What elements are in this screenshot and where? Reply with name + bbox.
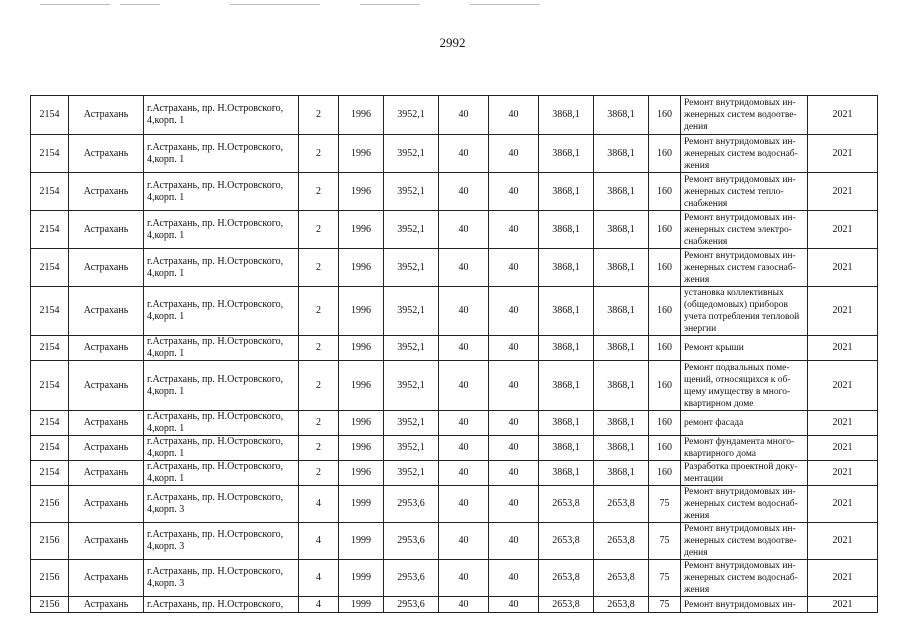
cell-area-3: 3868,1 — [594, 411, 649, 436]
cell-year: 1996 — [339, 461, 384, 486]
cell-area-3: 2653,8 — [594, 486, 649, 523]
cell-floors: 2 — [299, 173, 339, 211]
cell-work-type: Ремонт внутридомовых ин-женерных систем водоотве-дения — [681, 523, 808, 560]
cell-floors: 2 — [299, 135, 339, 173]
table-row — [31, 436, 878, 461]
cell-residents: 160 — [649, 436, 681, 461]
cell-id: 2154 — [31, 436, 69, 461]
cell-residents: 160 — [649, 287, 681, 336]
cell-city: Астрахань — [69, 486, 144, 523]
cell-year: 1996 — [339, 411, 384, 436]
cell-id: 2154 — [31, 173, 69, 211]
cell-area-total: 2953,6 — [384, 523, 439, 560]
cell-residents: 160 — [649, 249, 681, 287]
cell-address: г.Астрахань, пр. Н.Островского, 4,корп. 1 — [144, 249, 299, 287]
cell-area-3: 3868,1 — [594, 173, 649, 211]
cell-plan-year: 2021 — [808, 560, 878, 597]
cell-id: 2154 — [31, 461, 69, 486]
cell-value-5: 40 — [439, 211, 489, 249]
cell-address: г.Астрахань, пр. Н.Островского, 4,корп. 1 — [144, 173, 299, 211]
cell-year: 1996 — [339, 287, 384, 336]
cell-floors: 2 — [299, 249, 339, 287]
cell-city: Астрахань — [69, 461, 144, 486]
cell-address: г.Астрахань, пр. Н.Островского, 4,корп. 1 — [144, 436, 299, 461]
cell-value-5: 40 — [439, 173, 489, 211]
cell-plan-year: 2021 — [808, 249, 878, 287]
cell-floors: 2 — [299, 361, 339, 411]
cell-area-2: 2653,8 — [539, 486, 594, 523]
cell-id: 2154 — [31, 336, 69, 361]
cell-area-3: 2653,8 — [594, 523, 649, 560]
cell-value-6: 40 — [489, 560, 539, 597]
cell-area-total: 2953,6 — [384, 560, 439, 597]
cell-value-6: 40 — [489, 411, 539, 436]
table-row — [31, 249, 878, 287]
cell-area-2: 2653,8 — [539, 597, 594, 613]
cell-city: Астрахань — [69, 411, 144, 436]
cell-area-2: 3868,1 — [539, 287, 594, 336]
cell-area-2: 3868,1 — [539, 173, 594, 211]
scan-artifact-line — [470, 4, 540, 5]
cell-area-2: 3868,1 — [539, 249, 594, 287]
cell-value-6: 40 — [489, 135, 539, 173]
cell-value-5: 40 — [439, 486, 489, 523]
cell-year: 1996 — [339, 173, 384, 211]
cell-city: Астрахань — [69, 135, 144, 173]
cell-id: 2154 — [31, 249, 69, 287]
cell-floors: 2 — [299, 336, 339, 361]
cell-work-type: Ремонт подвальных поме-щений, относящихся к об-щему имуществу в много-квартирном доме — [681, 361, 808, 411]
cell-area-3: 3868,1 — [594, 287, 649, 336]
cell-plan-year: 2021 — [808, 523, 878, 560]
cell-work-type: Ремонт крыши — [681, 336, 808, 361]
cell-id: 2154 — [31, 287, 69, 336]
cell-year: 1996 — [339, 135, 384, 173]
cell-value-6: 40 — [489, 336, 539, 361]
cell-area-total: 3952,1 — [384, 411, 439, 436]
cell-residents: 160 — [649, 411, 681, 436]
table-row — [31, 486, 878, 523]
table-row — [31, 411, 878, 436]
cell-value-5: 40 — [439, 461, 489, 486]
cell-floors: 2 — [299, 411, 339, 436]
cell-area-2: 2653,8 — [539, 523, 594, 560]
cell-area-3: 3868,1 — [594, 336, 649, 361]
cell-year: 1999 — [339, 523, 384, 560]
cell-floors: 2 — [299, 436, 339, 461]
cell-area-3: 3868,1 — [594, 461, 649, 486]
cell-residents: 160 — [649, 336, 681, 361]
cell-value-6: 40 — [489, 597, 539, 613]
cell-area-2: 3868,1 — [539, 211, 594, 249]
cell-address: г.Астрахань, пр. Н.Островского, 4,корп. 1 — [144, 287, 299, 336]
cell-work-type: Разработка проектной доку-ментации — [681, 461, 808, 486]
cell-area-3: 3868,1 — [594, 436, 649, 461]
cell-city: Астрахань — [69, 436, 144, 461]
cell-residents: 75 — [649, 560, 681, 597]
cell-address: г.Астрахань, пр. Н.Островского, 4,корп. 1 — [144, 336, 299, 361]
cell-year: 1999 — [339, 486, 384, 523]
cell-address: г.Астрахань, пр. Н.Островского, 4,корп. 1 — [144, 211, 299, 249]
cell-value-5: 40 — [439, 411, 489, 436]
cell-value-6: 40 — [489, 523, 539, 560]
cell-floors: 2 — [299, 461, 339, 486]
cell-work-type: Ремонт внутридомовых ин-женерных систем водоснаб-жения — [681, 486, 808, 523]
cell-residents: 75 — [649, 523, 681, 560]
cell-address: г.Астрахань, пр. Н.Островского, 4,корп. 1 — [144, 411, 299, 436]
cell-work-type: Ремонт внутридомовых ин-женерных систем водоснаб-жения — [681, 560, 808, 597]
cell-area-2: 3868,1 — [539, 461, 594, 486]
cell-value-6: 40 — [489, 361, 539, 411]
cell-value-6: 40 — [489, 287, 539, 336]
cell-area-3: 3868,1 — [594, 361, 649, 411]
cell-work-type: Ремонт внутридомовых ин-женерных систем водоснаб-жения — [681, 135, 808, 173]
cell-floors: 4 — [299, 560, 339, 597]
scan-artifact-line — [230, 4, 320, 5]
cell-plan-year: 2021 — [808, 461, 878, 486]
cell-work-type: Ремонт внутридомовых ин-женерных систем тепло-снабжения — [681, 173, 808, 211]
scan-artifact-line — [360, 4, 420, 5]
cell-address: г.Астрахань, пр. Н.Островского, 4,корп. 3 — [144, 560, 299, 597]
cell-value-5: 40 — [439, 523, 489, 560]
cell-value-6: 40 — [489, 436, 539, 461]
table-row — [31, 135, 878, 173]
cell-year: 1996 — [339, 361, 384, 411]
cell-id: 2156 — [31, 560, 69, 597]
cell-address: г.Астрахань, пр. Н.Островского, 4,корп. 1 — [144, 361, 299, 411]
cell-plan-year: 2021 — [808, 96, 878, 135]
cell-value-5: 40 — [439, 436, 489, 461]
cell-address: г.Астрахань, пр. Н.Островского, 4,корп. 1 — [144, 461, 299, 486]
cell-plan-year: 2021 — [808, 436, 878, 461]
cell-area-total: 3952,1 — [384, 96, 439, 135]
cell-value-5: 40 — [439, 287, 489, 336]
cell-area-3: 2653,8 — [594, 597, 649, 613]
table-row — [31, 211, 878, 249]
cell-floors: 2 — [299, 287, 339, 336]
cell-city: Астрахань — [69, 287, 144, 336]
cell-plan-year: 2021 — [808, 486, 878, 523]
cell-year: 1996 — [339, 336, 384, 361]
cell-work-type: Ремонт внутридомовых ин-женерных систем водоотве-дения — [681, 96, 808, 135]
cell-plan-year: 2021 — [808, 135, 878, 173]
cell-area-2: 3868,1 — [539, 135, 594, 173]
cell-city: Астрахань — [69, 211, 144, 249]
cell-value-6: 40 — [489, 173, 539, 211]
cell-residents: 160 — [649, 461, 681, 486]
cell-value-6: 40 — [489, 96, 539, 135]
cell-residents: 160 — [649, 135, 681, 173]
cell-value-5: 40 — [439, 361, 489, 411]
cell-plan-year: 2021 — [808, 411, 878, 436]
cell-area-total: 2953,6 — [384, 486, 439, 523]
table-row — [31, 597, 878, 613]
cell-value-5: 40 — [439, 560, 489, 597]
table-row — [31, 461, 878, 486]
cell-address: г.Астрахань, пр. Н.Островского, 4,корп. 3 — [144, 523, 299, 560]
cell-area-total: 3952,1 — [384, 135, 439, 173]
cell-id: 2156 — [31, 523, 69, 560]
cell-city: Астрахань — [69, 597, 144, 613]
cell-floors: 2 — [299, 96, 339, 135]
cell-floors: 4 — [299, 597, 339, 613]
cell-value-5: 40 — [439, 336, 489, 361]
scan-artifact-line — [120, 4, 160, 5]
cell-address: г.Астрахань, пр. Н.Островского, 4,корп. 3 — [144, 486, 299, 523]
cell-value-6: 40 — [489, 249, 539, 287]
cell-residents: 160 — [649, 361, 681, 411]
cell-area-total: 3952,1 — [384, 249, 439, 287]
table-row — [31, 560, 878, 597]
cell-id: 2154 — [31, 411, 69, 436]
cell-area-total: 2953,6 — [384, 597, 439, 613]
cell-id: 2154 — [31, 96, 69, 135]
cell-area-2: 2653,8 — [539, 560, 594, 597]
cell-area-2: 3868,1 — [539, 336, 594, 361]
cell-id: 2154 — [31, 361, 69, 411]
cell-plan-year: 2021 — [808, 173, 878, 211]
table-row — [31, 287, 878, 336]
table-row — [31, 336, 878, 361]
cell-work-type: Ремонт внутридомовых ин-женерных систем газоснаб-жения — [681, 249, 808, 287]
cell-address: г.Астрахань, пр. Н.Островского, 4,корп. 1 — [144, 135, 299, 173]
cell-area-total: 3952,1 — [384, 211, 439, 249]
cell-work-type: Ремонт внутридомовых ин-женерных систем электро-снабжения — [681, 211, 808, 249]
cell-area-total: 3952,1 — [384, 336, 439, 361]
cell-city: Астрахань — [69, 560, 144, 597]
cell-year: 1996 — [339, 436, 384, 461]
cell-work-type: Ремонт внутридомовых ин- — [681, 597, 808, 613]
cell-value-5: 40 — [439, 96, 489, 135]
cell-plan-year: 2021 — [808, 287, 878, 336]
cell-area-total: 3952,1 — [384, 461, 439, 486]
cell-value-6: 40 — [489, 211, 539, 249]
cell-id: 2156 — [31, 486, 69, 523]
table-row — [31, 523, 878, 560]
cell-year: 1999 — [339, 597, 384, 613]
cell-plan-year: 2021 — [808, 211, 878, 249]
cell-value-5: 40 — [439, 135, 489, 173]
cell-address: г.Астрахань, пр. Н.Островского, — [144, 597, 299, 613]
cell-year: 1999 — [339, 560, 384, 597]
cell-floors: 4 — [299, 523, 339, 560]
cell-residents: 160 — [649, 173, 681, 211]
cell-city: Астрахань — [69, 361, 144, 411]
cell-area-2: 3868,1 — [539, 96, 594, 135]
cell-area-total: 3952,1 — [384, 173, 439, 211]
cell-area-3: 2653,8 — [594, 560, 649, 597]
cell-work-type: Ремонт фундамента много-квартирного дома — [681, 436, 808, 461]
cell-year: 1996 — [339, 211, 384, 249]
cell-work-type: ремонт фасада — [681, 411, 808, 436]
cell-residents: 75 — [649, 486, 681, 523]
cell-city: Астрахань — [69, 523, 144, 560]
cell-plan-year: 2021 — [808, 336, 878, 361]
cell-city: Астрахань — [69, 173, 144, 211]
cell-area-total: 3952,1 — [384, 287, 439, 336]
cell-value-5: 40 — [439, 597, 489, 613]
table-row — [31, 96, 878, 135]
cell-residents: 160 — [649, 211, 681, 249]
cell-area-2: 3868,1 — [539, 411, 594, 436]
scan-artifact-line — [40, 4, 110, 5]
cell-id: 2156 — [31, 597, 69, 613]
cell-area-2: 3868,1 — [539, 436, 594, 461]
cell-area-3: 3868,1 — [594, 249, 649, 287]
cell-plan-year: 2021 — [808, 361, 878, 411]
cell-id: 2154 — [31, 211, 69, 249]
cell-value-6: 40 — [489, 486, 539, 523]
cell-area-total: 3952,1 — [384, 361, 439, 411]
cell-value-5: 40 — [439, 249, 489, 287]
cell-residents: 75 — [649, 597, 681, 613]
table-row — [31, 361, 878, 411]
cell-area-3: 3868,1 — [594, 96, 649, 135]
repair-register-table — [30, 95, 878, 613]
cell-address: г.Астрахань, пр. Н.Островского, 4,корп. 1 — [144, 96, 299, 135]
cell-year: 1996 — [339, 96, 384, 135]
cell-floors: 4 — [299, 486, 339, 523]
cell-area-3: 3868,1 — [594, 211, 649, 249]
cell-city: Астрахань — [69, 96, 144, 135]
cell-city: Астрахань — [69, 249, 144, 287]
cell-value-6: 40 — [489, 461, 539, 486]
cell-area-total: 3952,1 — [384, 436, 439, 461]
page-number: 2992 — [439, 35, 466, 50]
cell-year: 1996 — [339, 249, 384, 287]
cell-work-type: установка коллективных (общедомовых) приборов учета потребления тепловой энергии — [681, 287, 808, 336]
table-row — [31, 173, 878, 211]
cell-area-2: 3868,1 — [539, 361, 594, 411]
cell-id: 2154 — [31, 135, 69, 173]
cell-residents: 160 — [649, 96, 681, 135]
cell-plan-year: 2021 — [808, 597, 878, 613]
cell-floors: 2 — [299, 211, 339, 249]
cell-area-3: 3868,1 — [594, 135, 649, 173]
cell-city: Астрахань — [69, 336, 144, 361]
